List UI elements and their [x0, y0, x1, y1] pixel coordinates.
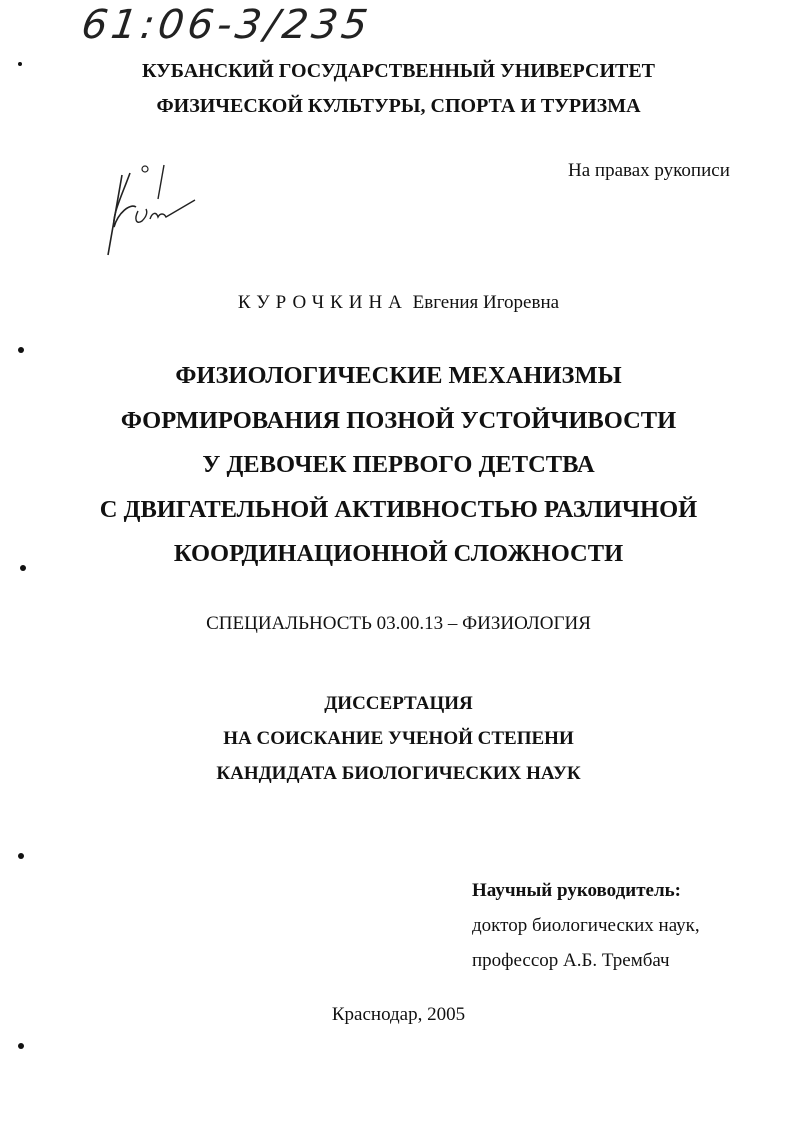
- supervisor-label: Научный руководитель:: [472, 880, 681, 901]
- signature-icon: [100, 155, 210, 265]
- specialty: СПЕЦИАЛЬНОСТЬ 03.00.13 – ФИЗИОЛОГИЯ: [206, 613, 591, 634]
- dissertation-line3: КАНДИДАТА БИОЛОГИЧЕСКИХ НАУК: [216, 763, 581, 784]
- author-name: [0, 292, 797, 314]
- university-name-line1: КУБАНСКИЙ ГОСУДАРСТВЕННЫЙ УНИВЕРСИТЕТ: [141, 60, 656, 82]
- archive-number: 61:06-3/235: [78, 2, 375, 48]
- supervisor-name: профессор А.Б. Трембач: [472, 950, 670, 971]
- dissertation-line2: НА СОИСКАНИЕ УЧЕНОЙ СТЕПЕНИ: [223, 728, 574, 749]
- author-given-names: Евгения Игоревна: [412, 292, 560, 313]
- margin-mark: [20, 565, 26, 571]
- author-surname: КУРОЧКИНА: [237, 292, 408, 313]
- title-line: КООРДИНАЦИОННОЙ СЛОЖНОСТИ: [173, 540, 624, 567]
- dissertation-title: [0, 354, 797, 577]
- margin-mark: [18, 347, 24, 353]
- margin-mark: [18, 853, 24, 859]
- title-line: ФОРМИРОВАНИЯ ПОЗНОЙ УСТОЙЧИВОСТИ: [120, 406, 677, 434]
- dissertation-line1: ДИССЕРТАЦИЯ: [324, 693, 473, 714]
- manuscript-rights: На правах рукописи: [568, 160, 730, 181]
- supervisor-degree: доктор биологических наук,: [472, 915, 700, 936]
- margin-mark: [18, 1043, 24, 1049]
- title-line: У ДЕВОЧЕК ПЕРВОГО ДЕТСТВА: [202, 451, 595, 478]
- supervisor-block: [472, 873, 700, 978]
- dissertation-type: [0, 686, 797, 791]
- university-name-line2: ФИЗИЧЕСКОЙ КУЛЬТУРЫ, СПОРТА И ТУРИЗМА: [156, 95, 641, 117]
- city-year: Краснодар, 2005: [331, 1004, 466, 1025]
- title-line: С ДВИГАТЕЛЬНОЙ АКТИВНОСТЬЮ РАЗЛИЧНОЙ: [99, 495, 698, 523]
- title-line: ФИЗИОЛОГИЧЕСКИЕ МЕХАНИЗМЫ: [175, 362, 622, 389]
